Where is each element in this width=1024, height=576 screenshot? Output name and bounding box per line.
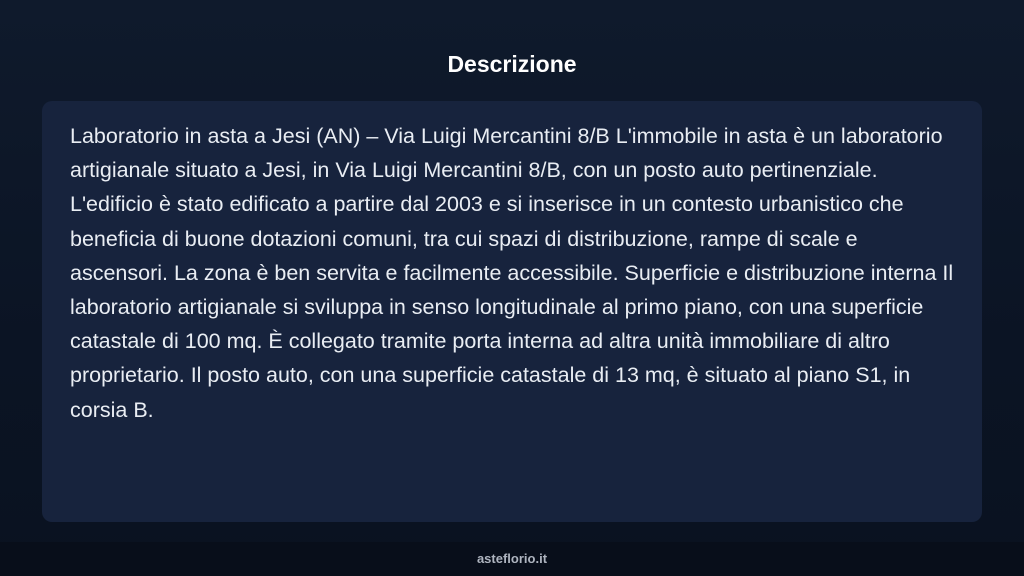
page-title: Descrizione <box>447 51 577 77</box>
description-card <box>42 101 982 522</box>
description-text: Laboratorio in asta a Jesi (AN) – Via Luigi Mercantini 8/B L'immobile in asta è un laboratorio artigianale situato a Jesi, in Via Luigi Mercantini 8/B, con un posto auto pertinenziale. L'edificio è stato edificato a partire dal 2003 e si inserisce in un contesto urbanistico che beneficia di buone dotazioni comuni, tra cui spazi di distribuzione, rampe di scale e ascensori. La zona è ben servita e facilmente accessibile. Superficie e distribuzione interna Il laboratorio artigianale si sviluppa in senso longitudinale al primo piano, con una superficie catastale di 100 mq. È collegato tramite porta interna ad altra unità immobiliare di altro proprietario. Il posto auto, con una superficie catastale di 13 mq, è situato al piano S1, in corsia B. <box>70 124 954 422</box>
footer-bar <box>0 542 1024 576</box>
footer-site-label: asteflorio.it <box>476 551 548 566</box>
